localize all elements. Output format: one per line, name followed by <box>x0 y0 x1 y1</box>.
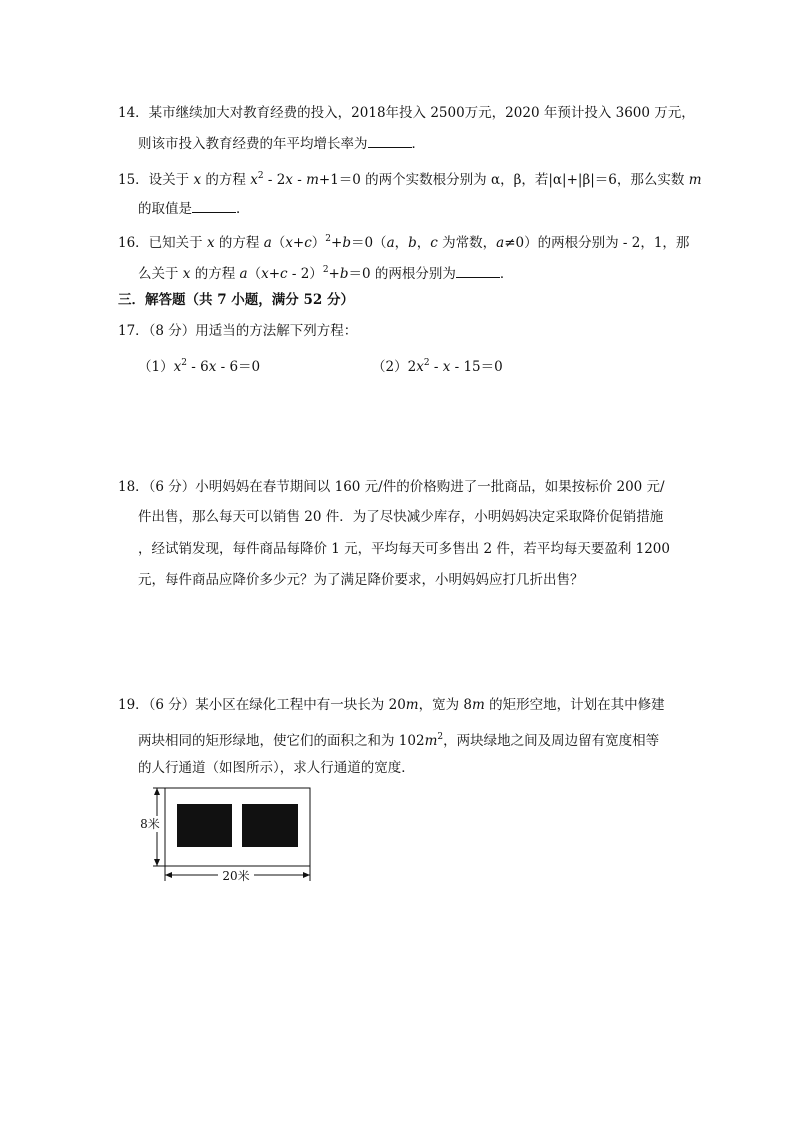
exponent: 2 <box>257 171 264 181</box>
section-heading: 三．解答题（共 7 小题，满分 52 分） <box>118 292 354 308</box>
arrow-down-icon <box>154 859 160 866</box>
q19-text: 两块相同的矩形绿地，使它们的面积之和为 102 <box>138 733 425 749</box>
q19-text: 的矩形空地，计划在其中修建 <box>484 697 665 713</box>
height-label: 8米 <box>140 817 160 831</box>
var-x: x <box>250 172 258 188</box>
var-a: a <box>496 235 505 251</box>
q15-text: 15．设关于 <box>118 172 194 188</box>
unit-m: m <box>424 733 438 749</box>
exponent: 2 <box>322 265 329 275</box>
q19-text: 19．（6 分）某小区在绿化工程中有一块长为 20 <box>118 697 406 713</box>
arrow-left-icon <box>165 872 172 878</box>
answer-blank <box>192 198 236 213</box>
answer-blank <box>368 133 412 148</box>
var-x: x <box>182 266 191 282</box>
q17-text: （2）2 <box>372 359 417 375</box>
var-a: a <box>239 266 248 282</box>
q16-text: （ <box>271 235 286 251</box>
q19-text: ，宽为 8 <box>418 697 472 713</box>
q15-period: ． <box>236 201 250 217</box>
exponent: 2 <box>181 358 187 368</box>
q16-text: + <box>328 266 340 282</box>
q16-text: 16．已知关于 <box>118 235 207 251</box>
answer-blank <box>456 263 500 278</box>
q16-text: ＝0 的两根分别为 <box>348 266 456 282</box>
q16-text: 么关于 <box>138 266 183 282</box>
green-plot-right <box>242 804 298 847</box>
q16-text: 为常数， <box>437 235 497 251</box>
q18-line1: 18．（6 分）小明妈妈在春节期间以 160 元/件的价格购进了一批商品，如果按标价 200 元/ <box>118 479 665 495</box>
arrow-right-icon <box>303 872 310 878</box>
var-a: a <box>263 235 272 251</box>
q17-part2 <box>372 353 503 377</box>
q16-line2 <box>138 260 513 284</box>
q14-line2-text: 则该市投入教育经费的年平均增长率为 <box>138 136 368 152</box>
var-b: b <box>342 235 351 251</box>
q19-line2 <box>138 727 659 751</box>
q15-text: - <box>292 172 307 188</box>
q16-text: 的方程 <box>214 235 264 251</box>
var-x: x <box>208 359 217 375</box>
arrow-up-icon <box>154 788 160 795</box>
q16-text: ≠0）的两根分别为 - 2，1，那 <box>504 235 690 251</box>
q15-line2 <box>138 198 250 219</box>
q15-text: 的取值是 <box>138 201 192 217</box>
exponent: 2 <box>325 234 331 244</box>
q18-line3: ，经试销发现，每件商品每降价 1 元，平均每天可多售出 2 件，若平均每天要盈利 1200 <box>138 541 670 557</box>
var-x: x <box>173 359 182 375</box>
var-m: m <box>688 172 702 188</box>
q14-line2 <box>138 133 425 154</box>
unit-m: m <box>471 697 485 713</box>
q14-period: ． <box>411 136 425 152</box>
q18-line4: 元，每件商品应降价多少元？为了满足降价要求，小明妈妈应打几折出售？ <box>138 572 584 588</box>
q19-line1 <box>118 695 665 715</box>
q16-text: ， <box>394 235 409 251</box>
var-x: x <box>442 359 451 375</box>
exponent: 2 <box>423 358 430 368</box>
q17-text: - 6 <box>186 359 209 375</box>
q16-period: ． <box>499 266 514 282</box>
q17-stem: 17．（8 分）用适当的方法解下列方程： <box>118 323 358 339</box>
var-xc: x+c <box>285 235 312 251</box>
q19-text: ，两块绿地之间及周边留有宽度相等 <box>443 733 660 749</box>
q15-text: 的方程 <box>201 172 251 188</box>
exponent: 2 <box>437 732 444 742</box>
q19-line3: 的人行通道（如图所示），求人行通道的宽度． <box>138 760 415 776</box>
q15-text: - 2 <box>263 172 286 188</box>
green-plot-left <box>177 804 232 847</box>
q17-text: （1） <box>138 359 174 375</box>
width-label: 20米 <box>222 869 250 883</box>
q16-text: ） <box>311 235 326 251</box>
q17-text: - 6＝0 <box>216 359 261 375</box>
var-x: x <box>206 235 215 251</box>
var-x: x <box>285 172 293 188</box>
q15-text: +1＝0 的两个实数根分别为 α，β，若|α|+|β|＝6，那么实数 <box>318 172 689 188</box>
q18-line2: 件出售，那么每天可以销售 20 件．为了尽快减少库存，小明妈妈决定采取降价促销措施 <box>138 509 664 525</box>
garden-figure <box>140 783 320 885</box>
var-c: c <box>430 235 438 251</box>
q16-line1 <box>118 229 689 253</box>
q16-text: + <box>331 235 343 251</box>
q16-text: 的方程 <box>190 266 240 282</box>
var-b: b <box>408 235 417 251</box>
q14-line1: 14．某市继续加大对教育经费的投入，2018年投入 2500万元，2020 年预计投入 3600 万元， <box>118 105 695 121</box>
q17-part1 <box>138 353 260 377</box>
q16-text: （ <box>247 266 262 282</box>
q15-line1 <box>118 166 702 190</box>
var-m: m <box>306 172 319 188</box>
q17-text: - 15＝0 <box>450 359 503 375</box>
var-b: b <box>339 266 349 282</box>
var-xc: x+c <box>261 266 288 282</box>
q16-text: ＝0（ <box>350 235 387 251</box>
q17-text: - <box>429 359 443 375</box>
var-x: x <box>416 359 424 375</box>
q16-text: - 2） <box>287 266 323 282</box>
var-a: a <box>386 235 395 251</box>
unit-m: m <box>405 697 419 713</box>
q16-text: ， <box>416 235 431 251</box>
var-x: x <box>193 172 202 188</box>
